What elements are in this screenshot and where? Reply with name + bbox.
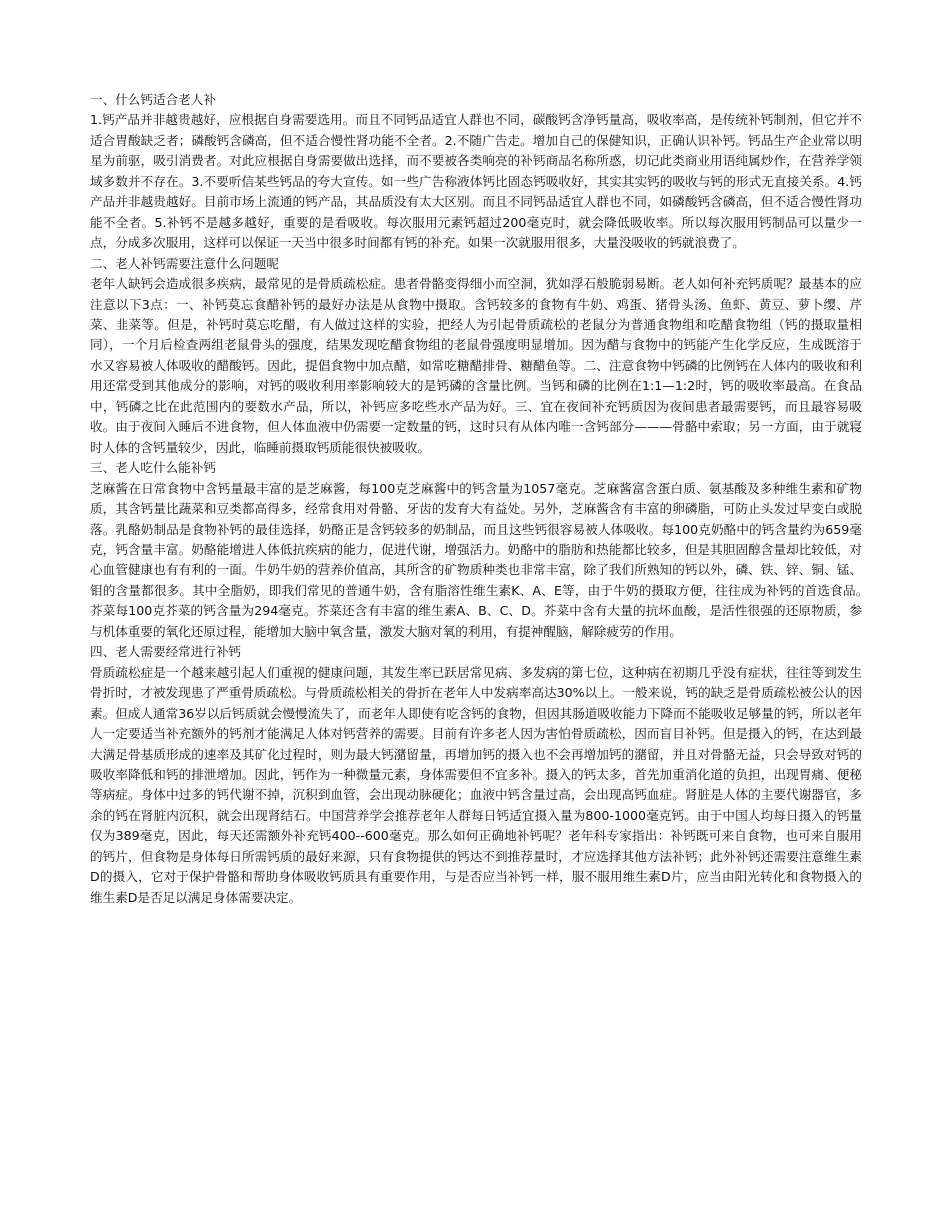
section-calcium-foods	[90, 458, 888, 642]
section-calcium-precautions	[90, 254, 862, 459]
section-heading: 三、老人吃什么能补钙	[90, 460, 216, 476]
document-body	[90, 90, 888, 908]
section-heading: 四、老人需要经常进行补钙	[90, 644, 242, 660]
section-paragraph: 芝麻酱在日常食物中含钙量最丰富的是芝麻酱，每100克芝麻酱中的钙含量为1057毫克。芝麻酱富含蛋白质、氨基酸及多种维生素和矿物质，其含钙量比蔬菜和豆类都高得多，经常食用对骨骼、牙齿的发育大有益处。另外，芝麻酱含有丰富的卵磷脂，可防止头发过早变白或脱落。乳酪奶制品是食物补钙的最佳选择，奶酪正是含钙较多的奶制品，而且这些钙很容易被人体吸收。每100克奶酪中的钙含量约为659毫克，钙含量丰富。奶酪能增进人体低抗疾病的能力，促进代谢，增强活力。奶酪中的脂肪和热能都比较多，但是其胆固醇含量却比较低，对心血管健康也有有利的一面。牛奶牛奶的营养价值高，其所含的矿物质种类也非常丰富，除了我们所熟知的钙以外，磷、铁、锌、铜、锰、钼的含量都很多。其中全脂奶，即我们常见的普通牛奶，含有脂溶性维生素K、A、E等，由于牛奶的摄取方便，往往成为补钙的首选食品。 芥菜每100克芥菜的钙含量为294毫克。芥菜还含有丰富的维生素A、B、C、D。芥菜中含有大量的抗坏血酸，是活性很强的还原物质，参与机体重要的氧化还原过程，能增加大脑中氧含量，激发大脑对氧的利用，有提神醒脑，解除疲劳的作用。	[90, 480, 888, 639]
section-regular-supplement	[90, 642, 862, 908]
section-heading: 二、老人补钙需要注意什么问题呢	[90, 255, 279, 271]
section-paragraph: 老年人缺钙会造成很多疾病，最常见的是骨质疏松症。患者骨骼变得细小而空洞，犹如浮石般脆弱易断。老人如何补充钙质呢？最基本的应注意以下3点：一、补钙莫忘食醋补钙的最好办法是从食物中摄取。含钙较多的食物有牛奶、鸡蛋、猪骨头汤、鱼虾、黄豆、萝卜缨、芹菜、韭菜等。但是，补钙时莫忘吃醋，有人做过这样的实验，把经人为引起骨质疏松的老鼠分为普通食物组和吃醋食物组（钙的摄取量相同），一个月后检查两组老鼠骨头的强度，结果发现吃醋食物组的老鼠骨强度明显增加。因为醋与食物中的钙能产生化学反应，生成既溶于水又容易被人体吸收的醋酸钙。因此，提倡食物中加点醋，如常吃糖醋排骨、糖醋鱼等。二、注意食物中钙磷的比例钙在人体内的吸收和利用还常受到其他成分的影响，对钙的吸收利用率影响较大的是钙磷的含量比例。当钙和磷的比例在1:1—1:2时，钙的吸收率最高。在食品中，钙磷之比在此范围内的要数水产品，所以，补钙应多吃些水产品为好。三、宜在夜间补充钙质因为夜间患者最需要钙，而且最容易吸收。由于夜间入睡后不进食物，但人体血液中仍需要一定数量的钙，这时只有从体内唯一含钙部分———骨骼中索取；另一方面，由于就寝时人体的含钙量较少，因此，临睡前摄取钙质能很快被吸收。	[90, 276, 862, 455]
section-calcium-choice	[90, 90, 862, 254]
section-heading: 一、什么钙适合老人补	[90, 92, 216, 107]
section-paragraph: 1.钙产品并非越贵越好，应根据自身需要选用。而且不同钙品适宜人群也不同，碳酸钙含净钙量高，吸收率高，是传统补钙制剂，但它并不适合胃酸缺乏者；磷酸钙含磷高，但不适合慢性肾功能不全者。2.不随广告走。增加自己的保健知识，正确认识补钙。钙品生产企业常以明星为前驱，吸引消费者。对此应根据自身需要做出选择，而不要被各类响亮的补钙商品名称所惑，切记此类商业用语纯属炒作，在营养学领域多数并不存在。3.不要听信某些钙品的夸大宣传。如一些广告称液体钙比固态钙吸收好，其实其实钙的吸收与钙的形式无直接关系。4.钙产品并非越贵越好。目前市场上流通的钙产品，其品质没有太大区别。而且不同钙品适宜人群也不同，如磷酸钙含磷高，但不适合慢性肾功能不全者。5.补钙不是越多越好，重要的是看吸收。每次服用元素钙超过200毫克时，就会降低吸收率。所以每次服用钙制品可以量少一点，分成多次服用，这样可以保证一天当中很多时间都有钙的补充。如果一次就服用很多，大量没吸收的钙就浪费了。	[90, 112, 862, 251]
section-paragraph: 骨质疏松症是一个越来越引起人们重视的健康问题，其发生率已跃居常见病、多发病的第七位，这种病在初期几乎没有症状，往往等到发生骨折时，才被发现患了严重骨质疏松。与骨质疏松相关的骨折在老年人中发病率高达30%以上。一般来说，钙的缺乏是骨质疏松被公认的因素。但成人通常36岁以后钙质就会慢慢流失了，而老年人即使有吃含钙的食物，但因其肠道吸收能力下降而不能吸收足够量的钙，所以老年人一定要适当补充额外的钙剂才能满足人体对钙营养的需要。目前有许多老人因为害怕骨质疏松，因而盲目补钙。但是摄入的钙，在达到最大满足骨基质形成的速率及其矿化过程时，则为最大钙潴留量，再增加钙的摄入也不会再增加钙的潴留，并且对骨骼无益，只会导致对钙的吸收率降低和钙的排泄增加。因此，钙作为一种微量元素，身体需要但不宜多补。摄入的钙太多，首先加重消化道的负担，出现胃痛、便秘等病症。身体中过多的钙代谢不掉，沉积到血管，会出现动脉硬化；血液中钙含量过高，会出现高钙血症。肾脏是人体的主要代谢器官，多余的钙在肾脏内沉积，就会出现肾结石。中国营养学会推荐老年人群每日钙适宜摄入量为800-1000毫克钙。由于中国人均每日摄入的钙量仅为389毫克，因此，每天还需额外补充钙400--600毫克。那么如何正确地补钙呢？老年科专家指出：补钙既可来自食物，也可来自服用的钙片，但食物是身体每日所需钙质的最好来源，只有食物提供的钙达不到推荐量时，才应选择其他方法补钙；此外补钙还需要注意维生素D的摄入，它对于保护骨骼和帮助身体吸收钙质具有重要作用，与是否应当补钙一样，服不服用维生素D片，应当由阳光转化和食物摄入的维生素D是否足以满足身体需要决定。	[90, 664, 862, 905]
